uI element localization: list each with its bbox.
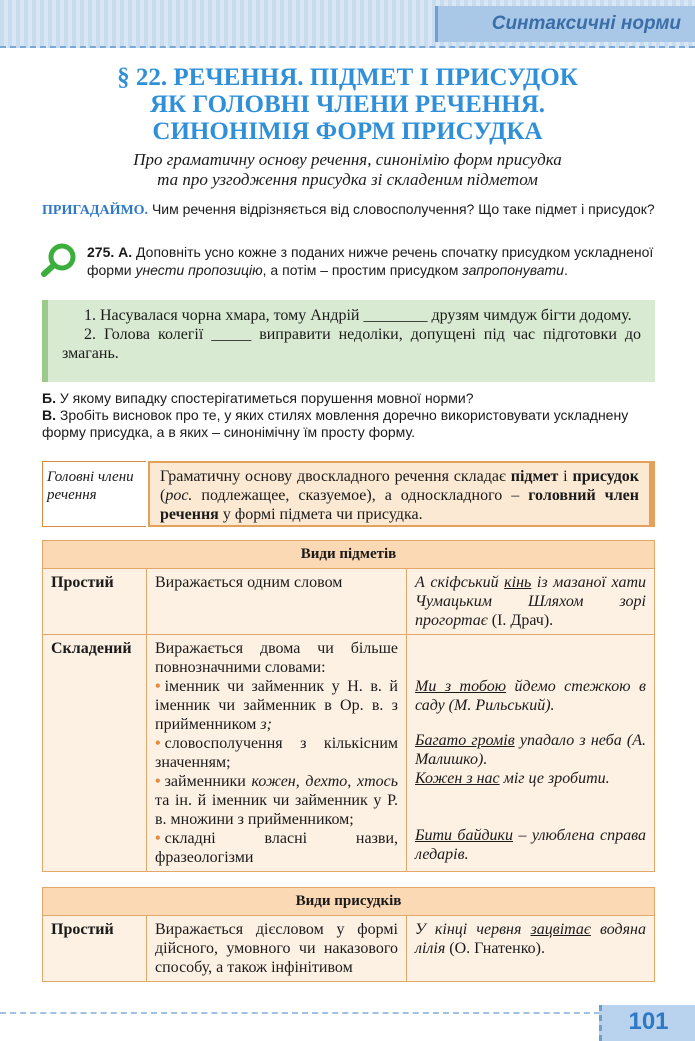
list-item — [155, 772, 398, 829]
title-line-2: ЯК ГОЛОВНІ ЧЛЕНИ РЕЧЕННЯ. — [149, 91, 546, 118]
def-t3: ( — [160, 487, 166, 504]
list-item — [155, 829, 398, 867]
bullet-icon: • — [155, 830, 161, 847]
title-line-3: СИНОНІМІЯ ФОРМ ПРИСУДКА — [152, 118, 543, 145]
definition-text — [148, 461, 655, 527]
bullet-icon: • — [155, 773, 161, 790]
compound-example-2 — [415, 731, 646, 769]
exercise-text-3: . — [563, 262, 568, 278]
task-b-label: Б. — [42, 390, 56, 406]
definition-label: Головні члени речення — [42, 461, 146, 527]
bullet-icon: • — [155, 678, 161, 695]
bottom-divider — [0, 1012, 600, 1014]
ex-part: упадало з неба (А. Малишко). — [415, 732, 646, 768]
ex-underlined: кінь — [504, 574, 532, 591]
page-number-tab — [599, 1005, 695, 1041]
bullet-text: та ін. й іменник чи займенник у Р. в. множини з прийменником; — [155, 792, 398, 828]
ex-part: міг це зробити. — [499, 770, 610, 787]
def-t2: і — [558, 468, 573, 485]
compound-example-4 — [415, 826, 646, 864]
bullet-text: складні власні назви, фразеологізми — [155, 830, 398, 866]
predicate-simple-name: Простий — [43, 916, 147, 982]
task-v-label: В. — [42, 407, 56, 423]
ex-part: із мазаної хати Чумацьким Шляхом зорі прогортає — [415, 574, 647, 629]
task-b — [42, 390, 655, 407]
list-item — [155, 677, 398, 734]
exercise-text-2: , а потім – простим присудком — [262, 262, 463, 278]
def-ros: рос. — [165, 487, 193, 504]
def-main-member: головний член речення — [160, 487, 640, 523]
predicate-simple-example — [407, 916, 655, 982]
task-v — [42, 407, 655, 441]
title-line-1: § 22. РЕЧЕННЯ. ПІДМЕТ І ПРИСУДОК — [117, 64, 578, 91]
subject-simple-name: Простий — [43, 569, 147, 635]
recall-label: ПРИГАДАЙМО. — [42, 203, 149, 218]
ex-underlined: Багато громів — [415, 732, 515, 749]
magnifier-icon — [40, 242, 80, 278]
subtitle-line-2: та про узгодження присудка зі складеним підметом — [157, 170, 538, 189]
exercise-phrase-2: запропонувати — [462, 262, 564, 278]
exercise-number: 275. А. — [87, 244, 133, 260]
ex-author: (І. Драч). — [487, 612, 554, 629]
sentences-box — [42, 300, 655, 382]
ex-part: А скіфський — [415, 574, 505, 591]
subjects-table — [42, 540, 655, 872]
exercise-phrase-1: унести пропозицію — [135, 262, 263, 278]
recall-text: Чим речення відрізняється від словосполучення? Що таке підмет і присудок? — [148, 201, 655, 217]
exercise-275 — [87, 243, 657, 279]
subject-compound-examples — [407, 635, 655, 872]
task-v-text: Зробіть висновок про те, у яких стилях мовлення доречно використовувати ускладнену форму присудка, а в яких – синонімічну їм просту форму. — [42, 407, 629, 440]
predicates-table-header: Види присудків — [43, 888, 655, 916]
table-row — [43, 569, 655, 635]
ex-underlined: Ми з тобою — [415, 678, 506, 695]
ex-part: У кінці червня — [415, 921, 531, 938]
table-row — [43, 635, 655, 872]
task-b-text: У якому випадку спостерігатиметься порушення мовної норми? — [55, 390, 474, 406]
bullet-italic: з; — [260, 716, 272, 733]
subject-simple-example — [407, 569, 655, 635]
bullet-text: займенники — [164, 773, 252, 790]
compound-example-1 — [415, 677, 646, 715]
compound-desc-text: Виражається двома чи більше повнозначними словами: — [155, 640, 398, 676]
subtitle — [40, 150, 655, 190]
predicate-simple-desc: Виражається дієсловом у формі дійсного, умовного чи наказового способу, а також інфінітивом — [147, 916, 407, 982]
subtitle-line-1: Про граматичну основу речення, синонімію форм присудка — [133, 150, 562, 169]
subject-compound-name: Складений — [43, 635, 147, 872]
def-subject: підмет — [510, 468, 559, 485]
def-t4: подлежащее, сказуемое), а односкладного – — [192, 487, 529, 504]
subject-compound-desc — [147, 635, 407, 872]
bullet-icon: • — [155, 735, 161, 752]
subjects-table-header: Види підметів — [43, 541, 655, 569]
ex-author: (О. Гнатенко). — [445, 940, 545, 957]
sentence-2: 2. Голова колегії _____ виправити недоліки, допущені під час підготовки до змагань. — [62, 326, 641, 362]
predicates-table — [42, 887, 655, 982]
page-title — [40, 64, 655, 145]
bullet-text: іменник чи займенник у Н. в. й іменник чи займенник в Ор. в. з прийменником — [155, 678, 398, 733]
exercise-text: Доповніть усно кожне з поданих нижче речень спочатку присудком ускладненої форми — [87, 244, 654, 278]
sentence-1: 1. Насувалася чорна хмара, тому Андрій ________ друзям чимдуж бігти додому. — [84, 307, 632, 324]
bullet-italic: кожен, дехто, хтось — [251, 773, 399, 790]
recall-block — [42, 200, 657, 220]
ex-part: йдемо стежкою в саду (М. Рильський). — [415, 678, 646, 714]
ex-underlined: зацвітає — [530, 921, 591, 938]
ex-part: водяна лілія — [415, 921, 646, 957]
bullet-text: словосполучення з кількісним значенням; — [155, 735, 398, 771]
ex-part: – улюблена справа ледарів. — [415, 827, 646, 863]
compound-example-3 — [415, 769, 646, 788]
def-t5: у формі підмета чи присудка. — [218, 506, 423, 523]
page-number: 101 — [628, 1008, 669, 1035]
table-row — [43, 916, 655, 982]
section-name: Синтаксичні норми — [491, 13, 681, 34]
def-predicate: присудок — [572, 468, 640, 485]
ex-underlined: Бити байдики — [415, 827, 514, 844]
subject-simple-desc: Виражається одним словом — [147, 569, 407, 635]
definition-row — [42, 461, 655, 527]
ex-underlined: Кожен з нас — [415, 770, 500, 787]
section-header-tab — [435, 6, 695, 42]
def-t1: Граматичну основу двоскладного речення складає — [160, 468, 511, 485]
tasks-block — [42, 390, 655, 441]
list-item — [155, 734, 398, 772]
